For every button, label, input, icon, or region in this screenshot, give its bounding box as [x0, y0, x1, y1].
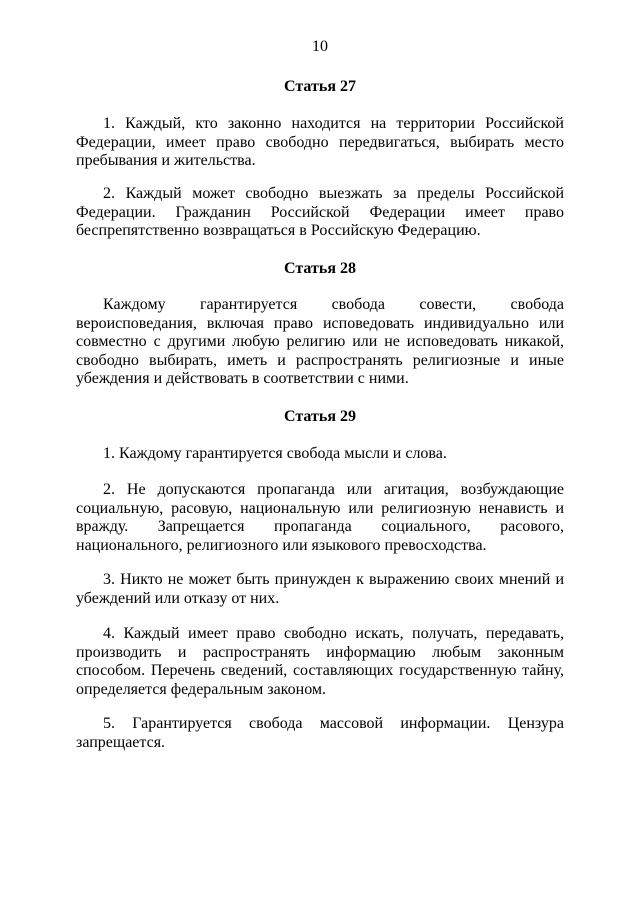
article-29-title: Статья 29 — [284, 408, 356, 425]
article-27-paragraph-1: 1. Каждый, кто законно находится на территории Российской Федерации, имеет право свободно передвигаться, выбирать место пребывания и жительства. — [76, 115, 564, 169]
article-28-paragraph-1: Каждому гарантируется свобода совести, свобода вероисповедания, включая право исповедовать индивидуально или совместно с другими любую религию или не исповедовать никакой, свободно выбирать, иметь и распространять религиозные и иные убеждения и действовать в соответствии с ними. — [76, 296, 564, 387]
article-29-paragraph-2: 2. Не допускаются пропаганда или агитация, возбуждающие социальную, расовую, национальную или религиозную ненависть и вражду. Запрещается пропаганда социального, расового, национального, религиозного или языкового превосходства. — [76, 481, 564, 554]
article-29-paragraph-4: 4. Каждый имеет право свободно искать, получать, передавать, производить и распространять информацию любым законным способом. Перечень сведений, составляющих государственную тайну, определяется федеральным законом. — [76, 625, 564, 698]
article-29-paragraph-5: 5. Гарантируется свобода массовой информации. Цензура запрещается. — [76, 715, 564, 751]
page-number: 10 — [312, 38, 328, 55]
article-29-paragraph-3: 3. Никто не может быть принужден к выражению своих мнений и убеждений или отказу от них. — [76, 571, 564, 607]
article-27-title: Статья 27 — [284, 78, 356, 95]
article-29-paragraph-1: 1. Каждому гарантируется свобода мысли и слова. — [103, 445, 447, 462]
article-27-paragraph-2: 2. Каждый может свободно выезжать за пределы Российской Федерации. Гражданин Российской Федерации имеет право беспрепятственно возвращаться в Российскую Федерацию. — [76, 185, 564, 239]
article-28-title: Статья 28 — [284, 260, 356, 277]
